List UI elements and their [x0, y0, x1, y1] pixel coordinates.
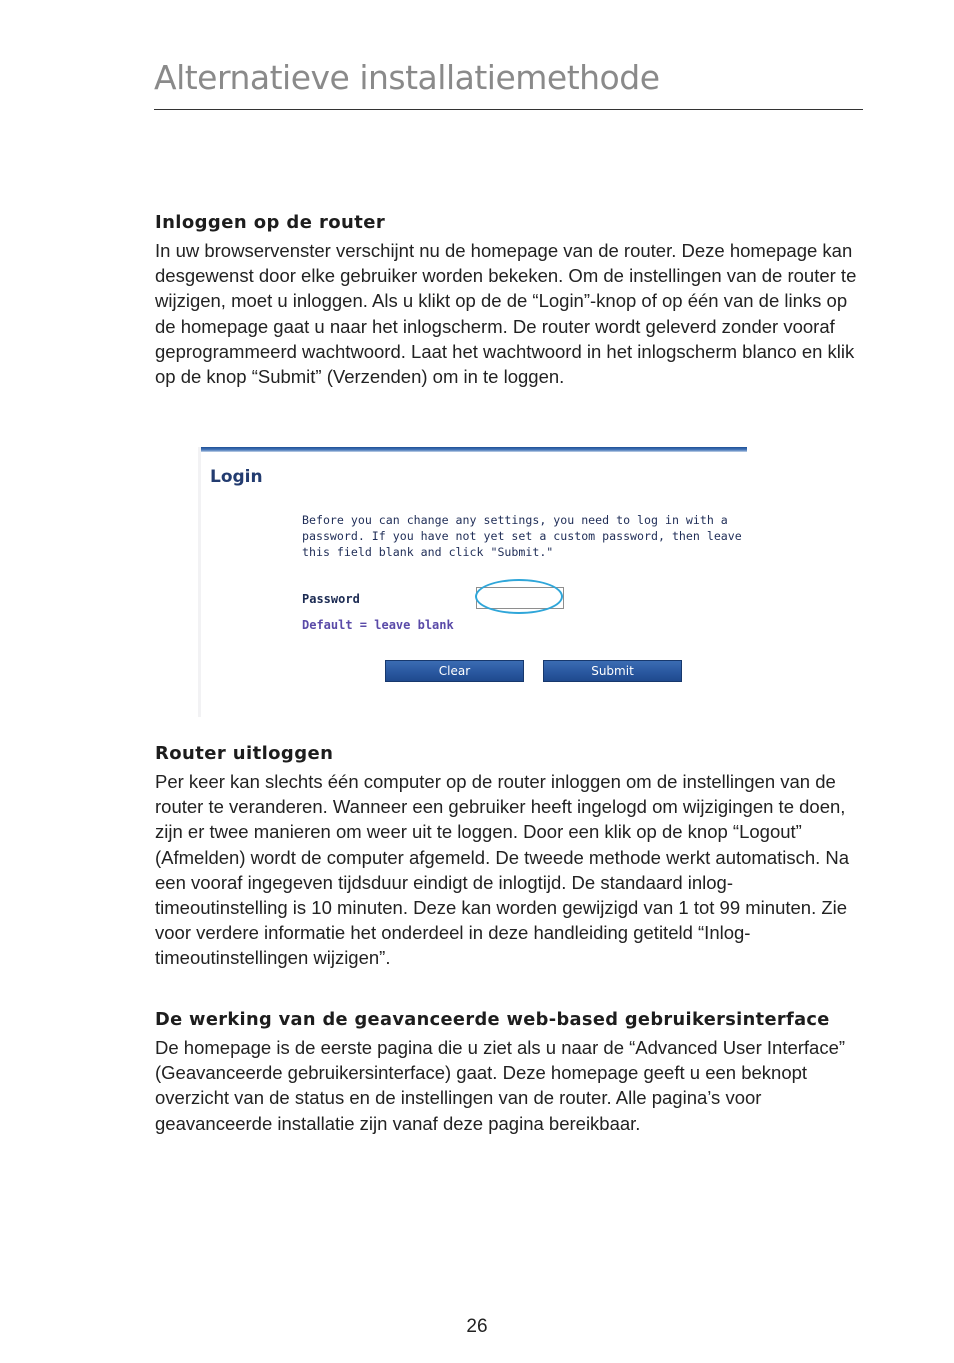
password-input[interactable] — [476, 587, 564, 609]
section-inloggen — [155, 212, 865, 389]
login-instructions: Before you can change any settings, you need to log in with a password. If you have not yet set a custom password, then leave this field blank and click "Submit." — [302, 513, 742, 559]
page-number: 26 — [466, 1316, 488, 1337]
login-heading: Login — [210, 467, 263, 487]
section-heading: De werking van de geavanceerde web-based gebruikersinterface — [155, 1009, 830, 1030]
section-body: Per keer kan slechts één computer op de router inloggen om de instellingen van de router te veranderen. Wanneer een gebruiker heeft ingelogd om wijzigingen te doen, zijn er twee manieren om weer uit te loggen. Door een klik op de knop “Logout” (Afmelden) wordt de computer afgemeld. De tweede methode werkt automatisch. Na een vooraf ingegeven tijdsduur eindigt de inlogtijd. De standaard inlog-timeoutinstelling is 10 minuten. Deze kan worden gewijzigd van 1 tot 99 minuten. Zie voor verdere informatie het onderdeel in deze handleiding getiteld “Inlog-timeoutinstellingen wijzigen”. — [155, 771, 850, 969]
clear-button[interactable]: Clear — [385, 660, 524, 682]
title-divider — [154, 109, 863, 110]
section-heading: Router uitloggen — [155, 743, 334, 764]
submit-button[interactable]: Submit — [543, 660, 682, 682]
section-uitloggen — [155, 743, 865, 971]
section-web-interface — [155, 1009, 865, 1136]
section-heading: Inloggen op de router — [155, 212, 386, 233]
login-screenshot — [198, 447, 747, 717]
password-label: Password — [302, 592, 360, 606]
password-default-hint: Default = leave blank — [302, 618, 454, 632]
login-header-bar — [201, 447, 747, 452]
section-body: In uw browservenster verschijnt nu de homepage van de router. Deze homepage kan desgewenst door elke gebruiker worden bekeken. Om de instellingen van de router te wijzigen, moet u inloggen. Als u klikt op de de “Login”-knop of op één van de links op de homepage gaat u naar het inlogscherm. De router wordt geleverd zonder vooraf geprogrammeerd wachtwoord. Laat het wachtwoord in het inlogscherm blanco en klik op de knop “Submit” (Verzenden) om in te loggen. — [155, 240, 857, 388]
section-body: De homepage is de eerste pagina die u ziet als u naar de “Advanced User Interface” (Geavanceerde gebruikersinterface) gaat. Deze homepage geeft u een beknopt overzicht van de status en de instellingen van de router. Alle pagina’s voor geavanceerde installatie zijn vanaf deze pagina bereikbaar. — [155, 1037, 846, 1134]
page-title: Alternatieve installatiemethode — [154, 58, 660, 97]
